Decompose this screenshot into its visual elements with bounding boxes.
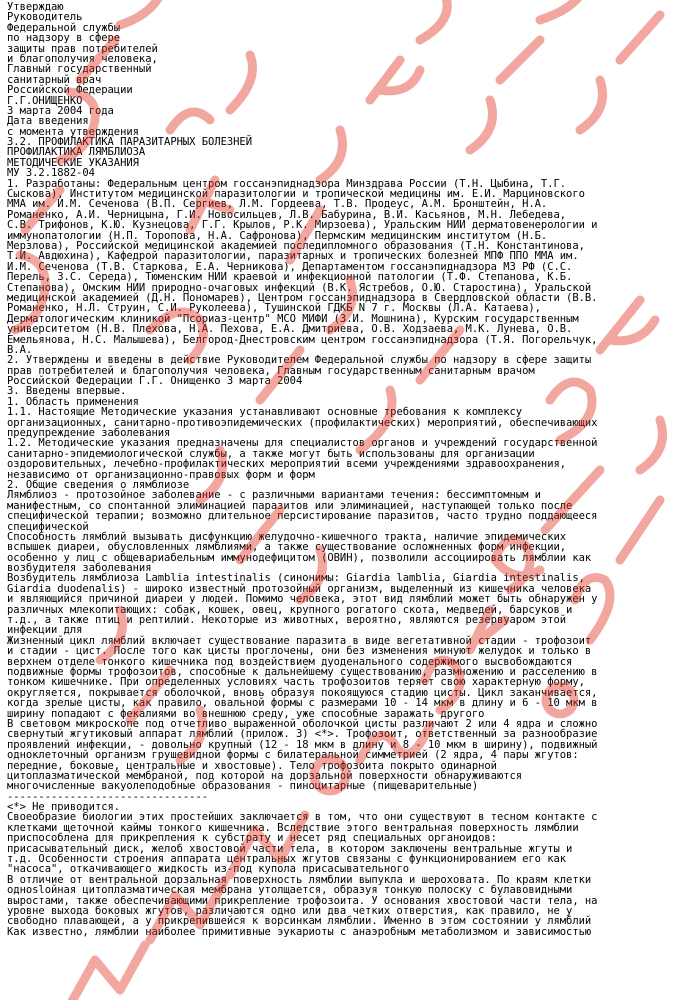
document-line: и благополучия человека, (7, 52, 158, 65)
document-line: специфической (7, 520, 89, 533)
document-line: Романенко, Н.Л. Струин, С.И. Руколеева), Тушинской ГДКБ N 7 г. Москвы (Л.А. Катаева), (7, 302, 541, 315)
document-line: Дерматологическим клиникой "Псориаз-центр" МСО МИФИ (З.И. Мошнина), Курским государственным (7, 312, 579, 325)
document-line: возбудителя заболевания (7, 562, 152, 575)
document-line: 1.2. Методические указания предназначены для специалистов органов и учреждений государственной (7, 437, 598, 450)
document-line: вспышек диареи, обусловленных лямблиями, а также существование осложненных форм инфекции, (7, 541, 567, 554)
document-line: организационных, санитарно-противоэпидемических (профилактических) мероприятий, обеспечивающих (7, 416, 598, 429)
document-line: манифестным, со спонтанной элиминацией паразитов или элиминацией, наступающей только после (7, 499, 573, 512)
document-line: Г.Г.ОНИЩЕНКО (7, 94, 83, 107)
document-line: 1.1. Настоящие Методические указания устанавливают основные требования к комплексу (7, 406, 523, 419)
document-line: защиты прав потребителей (7, 42, 158, 55)
document-line: санитарный врач (7, 73, 102, 86)
document-line: т.д. Особенности строения аппарата центральных жгутов связаны с функционированием его как (7, 853, 567, 866)
document-line: передние, боковые, центральные и хвостовые). Тело трофозоита покрыто одинарной (7, 759, 497, 772)
document-line: <*> Не приводится. (7, 801, 121, 814)
document-line: В световом микроскопе под отчетливо выраженной оболочкой цисты различают 2 или 4 ядра и сложно (7, 717, 598, 730)
document-line: университетом (Н.В. Плехова, Н.А. Пехова, Е.А. Дмитриева, О.В. Ходзаева, М.К. Лунева, О.В. (7, 323, 573, 336)
document-line: Российской Федерации (7, 84, 133, 97)
document-line: ММА им. И.М. Сеченова (В.П. Сергиев, Л.М. Гордеева, Т.В. Продеус, А.М. Бронштейн, Н.А. (7, 198, 548, 211)
document-line: по надзору в сфере (7, 32, 121, 45)
document-line: "насоса", откачивающего жидкость из-под купола присасывательного (7, 863, 410, 876)
document-line: санитарно-эпидемиологической службы, а также могут быть использованы для организации (7, 447, 535, 460)
document-line: 2. Утверждены и введены в действие Руководителем Федеральной службы по надзору в сфере защиты (7, 354, 592, 367)
document-line: Степанова), Омским НИИ природно-очаговых инфекций (В.К. Ястребов, О.Ю. Старостина), Уральской (7, 281, 592, 294)
document-line: Мерзлова), Российской медицинской академией последипломного образования (Т.Н. Константинова, (7, 239, 585, 252)
document-line: И.М. Сеченова (Т.В. Старкова, Е.А. Черникова), Департаментом госсанэпиднадзора МЗ РФ (С.С. (7, 260, 573, 273)
document-line: 2. Общие сведения о лямблиозе (7, 478, 190, 491)
document-line: цитоплазматической мембраной, под которой на дорзальной поверхности обнаруживаются (7, 769, 523, 782)
document-line: и стадии - цист. После того как цисты проглочены, они без изменения минуют желудок и только в (7, 645, 592, 658)
document-line: Главный государственный (7, 63, 152, 76)
document-line: С.В. Трифонов, К.Ю. Кузнецова, Г.Г. Крылов, Р.К. Мирзоева), Уральским НИИ дерматовенерологии и (7, 219, 598, 232)
document-line: -------------------------------- (7, 790, 209, 803)
document-body (7, 2, 697, 937)
document-line: ПРОФИЛАКТИКА ЛЯМБЛИОЗА (7, 146, 146, 159)
document-line: т.д., а также птиц и рептилий. Некоторые из животных, вероятно, являются резервуаром этой (7, 614, 567, 627)
document-line: уровне выхода боковых жгутов, различаются одно или два четких отверстия, как правило, не у (7, 904, 573, 917)
document-line: Федеральной службы (7, 21, 121, 34)
document-line: одноslойная цитоплазматическая мембрана утолщается, образуя тонкую полоску с булавовидными (7, 884, 573, 897)
document-line: Giardia duodenalis) - широко известный протозойный организм, выделенный из кишечника человека (7, 582, 592, 595)
document-line: Как известно, лямблии наиболее примитивные эукариоты с анаэробным метаболизмом и зависимостью (7, 925, 592, 938)
document-line: Романенко, А.И. Черницына, Г.И. Новосильцев, Л.В. Бабурина, В.И. Касьянов, М.Н. Лебедева, (7, 208, 567, 221)
document-line: многочисленные вакуолеподобные образования - пиноцитарные (пищеварительные) (7, 780, 479, 793)
document-line: клетками щеточной каймы тонкого кишечника. Вследствие этого вентральная поверхность лямблии (7, 821, 579, 834)
document-line: присасывательный диск, желоб хвостовой части тела, в котором заключены вентральные жгуты и (7, 842, 573, 855)
document-line: независимо от организационно-правовых форм и форм (7, 468, 315, 481)
document-line: тонком кишечнике. При определенных условиях часть трофозоитов теряет свою характерную форму, (7, 676, 585, 689)
document-line: Утверждаю (7, 1, 64, 13)
document-line: округляется, покрывается оболочкой, вновь образуя покоящуюся стадию цисты. Цикл заканчивается, (7, 686, 598, 699)
document-line: Сыскова), Институтом медицинской паразитологии и тропической медицины им. Е.И. Марциновского (7, 188, 585, 201)
document-line: инфекции для (7, 624, 83, 637)
document-line: одноклеточный организм грушевидной формы с билатеральной симметрией (2 ядра, 4 пары жгутов: (7, 749, 579, 762)
document-line: различных млекопитающих: собак, кошек, овец, крупного рогатого скота, медведей, барсуков и (7, 603, 573, 616)
document-line: 3. Введены впервые. (7, 385, 127, 398)
document-line: Дата введения (7, 115, 89, 128)
document-line: МЕТОДИЧЕСКИЕ УКАЗАНИЯ (7, 156, 139, 169)
document-line: Перель, З.С. Середа), Тюменским НИИ краевой и инфекционной патологии (Т.Ф. Степанова, К.Б. (7, 271, 573, 284)
document-line: выростами, также обеспечивающими прикрепление трофозоита. У основания хвостовой части тела, на (7, 894, 598, 907)
document-line: свернутый жгутиковый аппарат лямблий (прилож. 3) <*>. Трофозоит, ответственный за разнообразие (7, 728, 598, 741)
document-line: Способность лямблий вызывать дисфункцию желудочно-кишечного тракта, наличие эпидемических (7, 530, 567, 543)
document-line: когда зрелые цисты, как правило, овальной формы с размерами 10 - 14 мкм в длину и 6 - 10 мкм в (7, 697, 598, 710)
document-line: Руководитель (7, 11, 83, 24)
document-line: специфической терапии; возможно длительное персистирование паразитов, часто трудно поддающееся (7, 510, 598, 523)
document-line: 3 марта 2004 года (7, 104, 114, 117)
document-line: иммунопатологии (Н.П. Торопова, Н.А. Сафронова), Пермским медицинским институтом (Н.Б. (7, 229, 548, 242)
document-line: с момента утверждения (7, 125, 139, 138)
document-line: Жизненный цикл лямблий включает существование паразита в виде вегетативной стадии - трофозоит (7, 634, 592, 647)
document-line: оздоровительных, лечебно-профилактических мероприятий всеми учреждениями здравоохранения, (7, 458, 567, 471)
document-line: прав потребителей и благополучия человека, Главным государственным санитарным врачом (7, 364, 535, 377)
document-line: 1. Область применения (7, 395, 139, 408)
document-line: МУ 3.2.1882-04 (7, 167, 95, 180)
document-line: свободно плавающей, а у прикрепившейся к ворсинкам лямблии. Именно в этом состоянии у лямблий (7, 915, 592, 928)
document-line: ширину попадают с фекалиями во внешнюю среду, уже способные заражать другого (7, 707, 485, 720)
document-line: 3.2. ПРОФИЛАКТИКА ПАРАЗИТАРНЫХ БОЛЕЗНЕЙ (7, 136, 252, 149)
document-line: предупреждение заболевания (7, 427, 171, 440)
document-line: верхнем отделе тонкого кишечника под воздействием дуоденального содержимого высвобождаются (7, 655, 573, 668)
document-line: 1. Разработаны: Федеральным центром госсанэпиднадзора Минздрава России (Т.Н. Цыбина, Т.Г. (7, 177, 567, 190)
document-line: В отличие от вентральной дорзальная поверхность лямблии выпукла и шероховата. По краям клетки (7, 873, 592, 886)
document-line: Возбудитель лямблиоза Lamblia intestinalis (синонимы: Giardia lamblia, Giardia intestinalis, (7, 572, 585, 585)
document-line: В.А. (7, 343, 33, 356)
document-line: Российской Федерации Г.Г. Онищенко 3 марта 2004 (7, 375, 303, 388)
document-line: особенно у лиц с общевариабельным иммунодефицитом (ОВИН), позволили ассоциировать лямблии как (7, 551, 592, 564)
document-line: приспособлена для прикрепления к субстрату и несет ряд специальных органоидов: (7, 832, 497, 845)
document-line: Т.И. Авдюхина), Кафедрой паразитологии, паразитарных и тропических болезней МПФ ППО ММА им. (7, 250, 579, 263)
document-line: медицинской академией (Д.Н. Пономарев), Центром госсанэпиднадзора в Свердловской области (В.В. (7, 291, 598, 304)
document-line: Емельянова, Н.С. Малышева), Белгород-Днестровским центром госсанэпиднадзора (Т.Я. Погорельчук, (7, 333, 598, 346)
document-line: и являющийся причиной диареи у людей. Помимо человека, этот вид лямблий может быть обнаружен у (7, 593, 598, 606)
document-line: Своеобразие биологии этих простейших заключается в том, что они существуют в тесном контакте с (7, 811, 598, 824)
document-line: проявлений инфекции, - довольно крупный (12 - 18 мкм в длину и 8 - 10 мкм в ширину), подвижный (7, 738, 598, 751)
document-line: подвижные формы трофозоитов, способные к дальнейшему существованию, размножению и расселению в (7, 666, 598, 678)
document-line: Лямблиоз - протозойное заболевание - с различными вариантами течения: бессимптомным и (7, 489, 541, 502)
